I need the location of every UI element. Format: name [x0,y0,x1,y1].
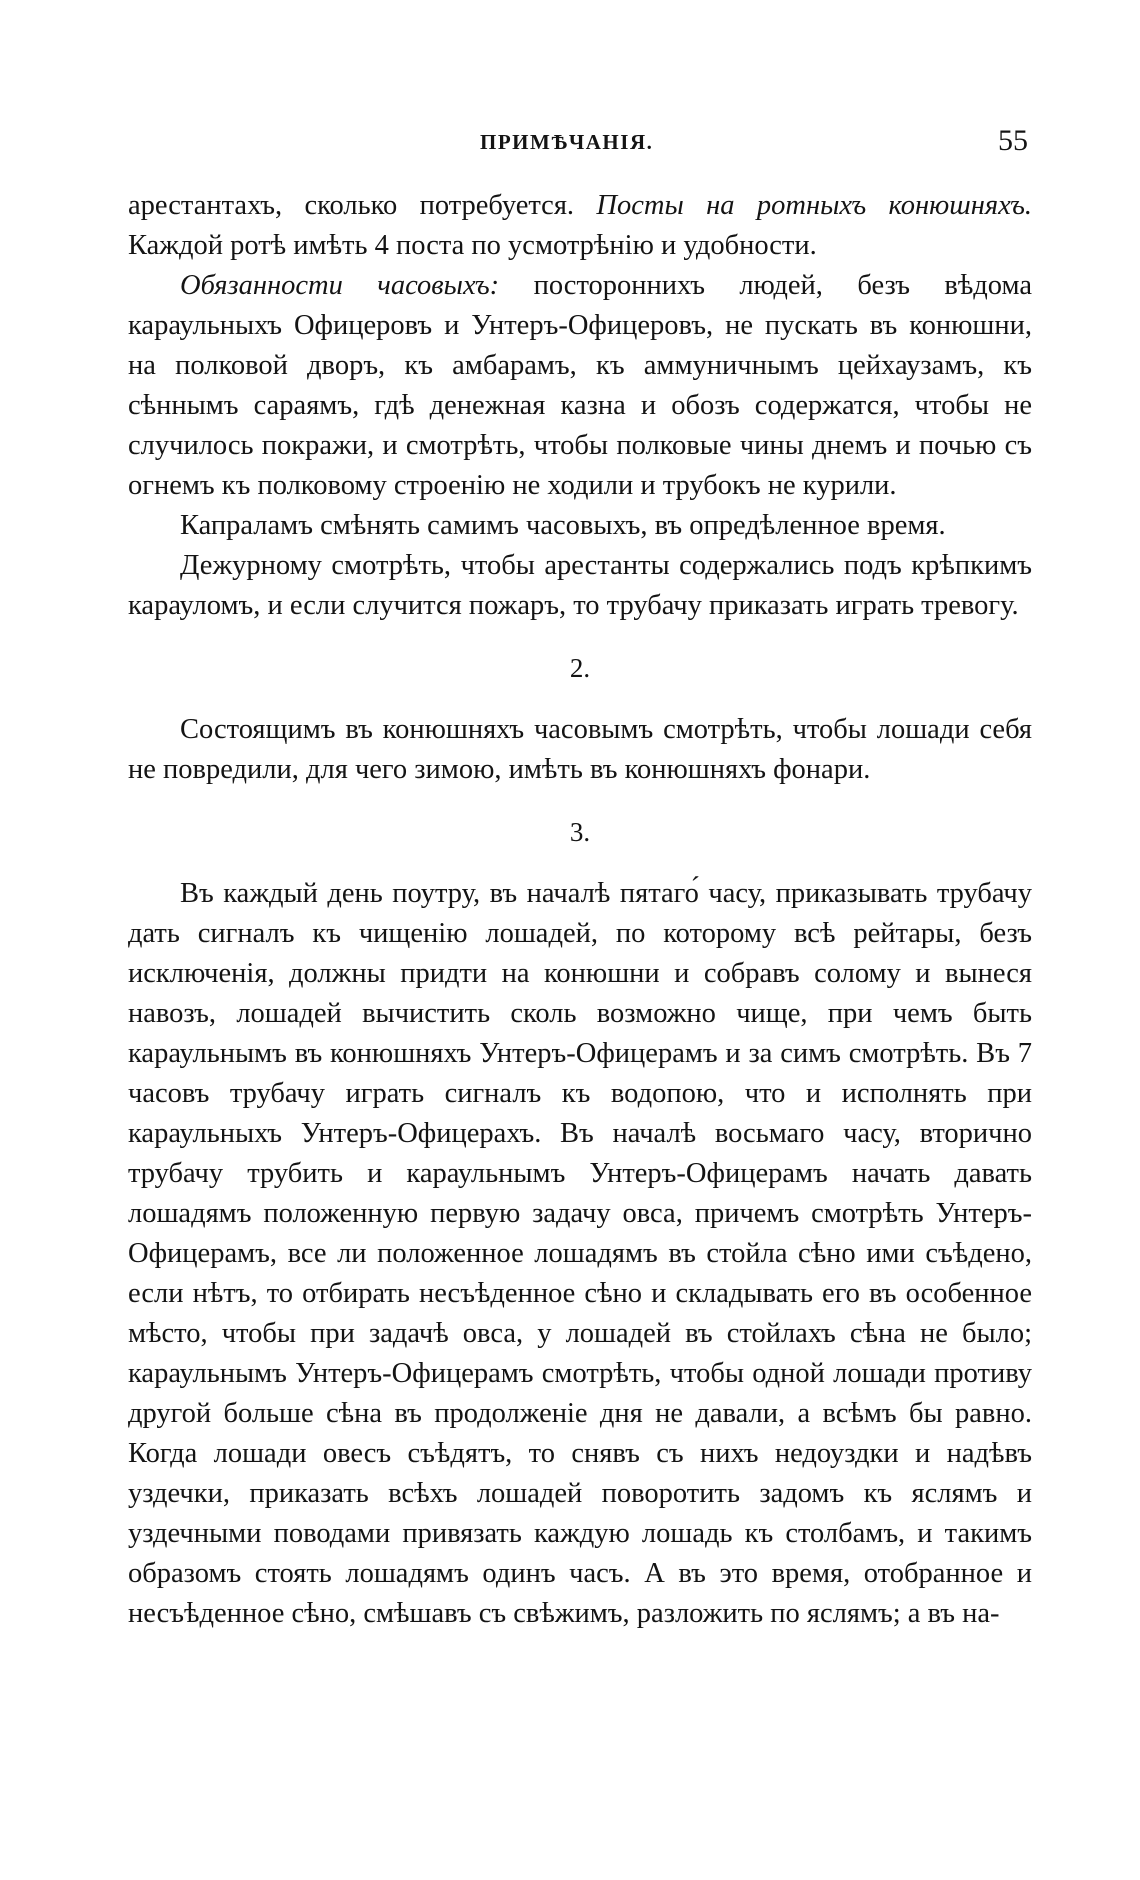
paragraph-duty-officer: Дежурному смотрѣть, чтобы арестанты содержались подъ крѣпкимъ карауломъ, и если случится пожаръ, то трубачу приказать играть тревогу. [128,550,1032,621]
running-title: ПРИМѢЧАНІЯ. [480,130,654,154]
paragraph-daily-routine: Въ каждый день поутру, въ началѣ пятаго́ часу, приказывать трубачу дать сигналъ къ чищенію лошадей, по которому всѣ рейтары, безъ исключенія, должны придти на конюшни и собравъ солому и вынеся навозъ, лошадей вычистить сколь возможно чище, при чемъ быть караульнымъ въ конюшняхъ Унтеръ-Офицерамъ и за симъ смотрѣть. Въ 7 часовъ трубачу играть сигналъ къ водопою, что и исполнять при караульныхъ Унтеръ-Офицерахъ. Въ началѣ восьмаго часу, вторично трубачу трубить и караульнымъ Унтеръ-Офицерамъ начать давать лошадямъ положенную первую задачу овса, причемъ смотрѣть Унтеръ-Офицерамъ, все ли положенное лошадямъ въ стойла сѣно ими съѣдено, если нѣтъ, то отбирать несъѣденное сѣно и складывать его въ особенное мѣсто, чтобы при задачѣ овса, у лошадей въ стойлахъ сѣна не было; караульнымъ Унтеръ-Офицерамъ смотрѣть, чтобы одной лошади противу другой больше сѣна въ продолженіе дня не давали, а всѣмъ бы равно. Когда лошади овесъ съѣдятъ, то снявъ съ нихъ недоуздки и надѣвъ уздечки, приказать всѣхъ лошадей поворотить задомъ къ яслямъ и уздечными поводами привязать каждую лошадь къ столбамъ, и такимъ образомъ стоять лошадямъ одинъ часъ. А въ это время, отобранное и несъѣденное сѣно, смѣшавъ съ свѣжимъ, разложить по яслямъ; а въ на- [128,878,1032,1629]
page-number: 55 [998,124,1028,157]
paragraph-continued [128,186,1032,266]
paragraph-corporals: Капраламъ смѣнять самимъ часовыхъ, въ опредѣленное время. [180,510,946,541]
section-number-3: 3. [569,817,591,847]
body-text [128,186,1032,1634]
paragraph-duties [128,266,1032,506]
text-run: Каждой ротѣ имѣть 4 поста по усмотрѣнію и удобности. [128,230,817,261]
paragraph-stable-sentries: Состоящимъ въ конюшняхъ часовымъ смотрѣть, чтобы лошади себя не повредили, для чего зимою, имѣть въ конюшняхъ фонари. [128,714,1032,785]
section-number-2: 2. [569,653,591,683]
italic-heading-duties: Обязанности часовыхъ: [180,270,500,301]
italic-heading-posts: Посты на ротныхъ конюшняхъ. [596,190,1032,221]
text-run: постороннихъ людей, безъ вѣдома караульныхъ Офицеровъ и Унтеръ-Офицеровъ, не пускать въ конюшни, на полковой дворъ, къ амбарамъ, къ аммуничнымъ цейхаузамъ, къ сѣннымъ сараямъ, гдѣ денежная казна и обозъ содержатся, чтобы не случилось покражи, и смотрѣть, чтобы полковые чины днемъ и почью съ огнемъ къ полковому строенію не ходили и трубокъ не курили. [128,270,1032,501]
text-run: арестантахъ, сколько потребуется. [128,190,597,221]
page-header [0,124,1140,164]
